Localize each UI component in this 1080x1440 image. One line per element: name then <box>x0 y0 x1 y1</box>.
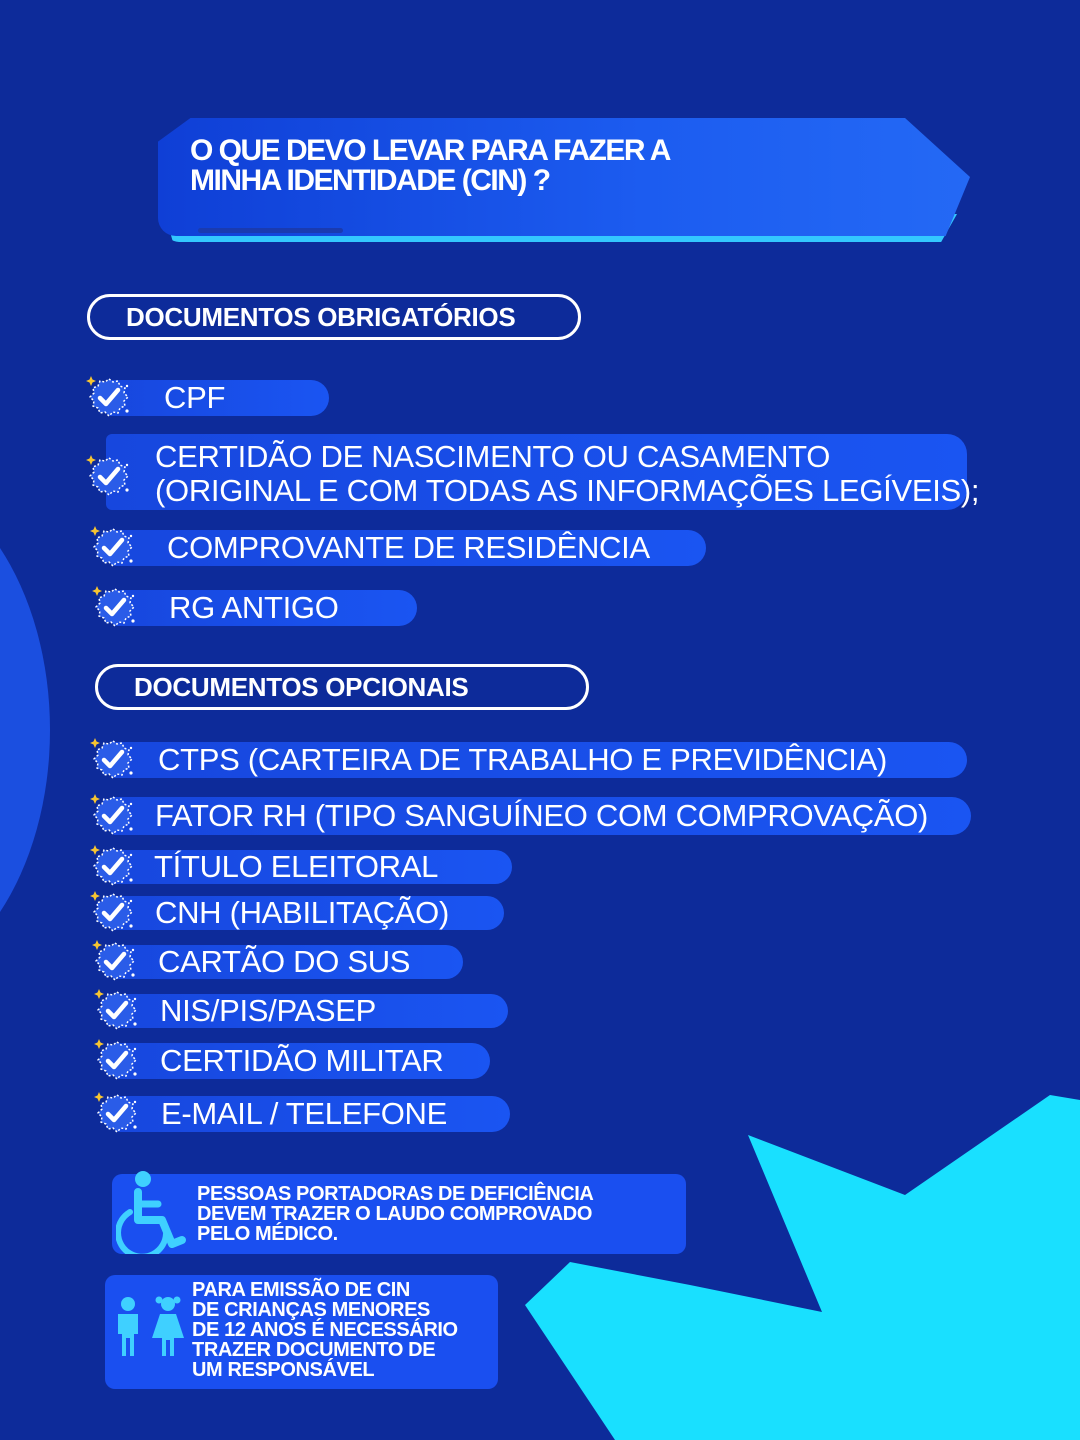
item-label: CPF <box>164 380 226 415</box>
page-title <box>190 136 910 196</box>
check-badge-icon <box>94 1038 140 1084</box>
item-label: E-MAIL / TELEFONE <box>161 1096 448 1131</box>
list-item-email-telefone <box>94 1096 510 1132</box>
children-icon <box>110 1296 190 1362</box>
section-heading-mandatory: DOCUMENTOS OBRIGATÓRIOS <box>87 294 581 340</box>
item-label: CERTIDÃO MILITAR <box>160 1043 444 1078</box>
list-item-ctps <box>90 742 967 778</box>
item-label: FATOR RH (TIPO SANGUÍNEO COM COMPROVAÇÃO) <box>155 798 929 833</box>
check-badge-icon <box>90 793 136 839</box>
notice-children-text: PARA EMISSÃO DE CIN DE CRIANÇAS MENORES DE 12 ANOS É NECESSÁRIO TRAZER DOCUMENTO DE UM RESPONSÁVEL <box>192 1279 458 1381</box>
item-label: TÍTULO ELEITORAL <box>154 849 439 884</box>
check-badge-icon <box>90 890 136 936</box>
item-label: COMPROVANTE DE RESIDÊNCIA <box>167 530 650 565</box>
list-item-nis-pis-pasep <box>94 994 508 1028</box>
item-label: CNH (HABILITAÇÃO) <box>155 895 450 930</box>
check-badge-icon <box>92 585 138 631</box>
list-item-certidao-nascimento <box>86 434 980 510</box>
item-label: CARTÃO DO SUS <box>158 944 411 979</box>
page-title-line-1: O QUE DEVO LEVAR PARA FAZER A <box>190 134 670 167</box>
list-item-cartao-sus <box>92 945 463 979</box>
section-heading-optional: DOCUMENTOS OPCIONAIS <box>95 664 589 710</box>
banner-accent-line <box>198 228 343 233</box>
list-item-titulo-eleitoral <box>90 850 512 884</box>
list-item-comprovante-residencia <box>90 530 706 566</box>
list-item-certidao-militar <box>94 1043 490 1079</box>
check-badge-icon <box>90 525 136 571</box>
check-badge-icon <box>94 1091 140 1137</box>
notice-disability-text: PESSOAS PORTADORAS DE DEFICIÊNCIA DEVEM TRAZER O LAUDO COMPROVADO PELO MÉDICO. <box>197 1183 594 1245</box>
page-title-line-2: MINHA IDENTIDADE (CIN) ? <box>190 164 550 197</box>
list-item-cnh <box>90 896 504 930</box>
check-badge-icon <box>86 454 132 500</box>
check-badge-icon <box>86 375 132 421</box>
check-badge-icon <box>90 737 136 783</box>
item-label: CERTIDÃO DE NASCIMENTO OU CASAMENTO (ORIGINAL E COM TODAS AS INFORMAÇÕES LEGÍVEIS); <box>155 439 980 508</box>
check-badge-icon <box>90 844 136 890</box>
list-item-cpf <box>86 380 329 416</box>
check-badge-icon <box>94 988 140 1034</box>
item-label: NIS/PIS/PASEP <box>160 993 377 1028</box>
check-badge-icon <box>92 939 138 985</box>
wheelchair-icon <box>116 1168 188 1254</box>
item-label: CTPS (CARTEIRA DE TRABALHO E PREVIDÊNCIA) <box>158 742 887 777</box>
list-item-rg-antigo <box>92 590 417 626</box>
item-label: RG ANTIGO <box>169 590 339 625</box>
list-item-fator-rh <box>90 797 971 835</box>
